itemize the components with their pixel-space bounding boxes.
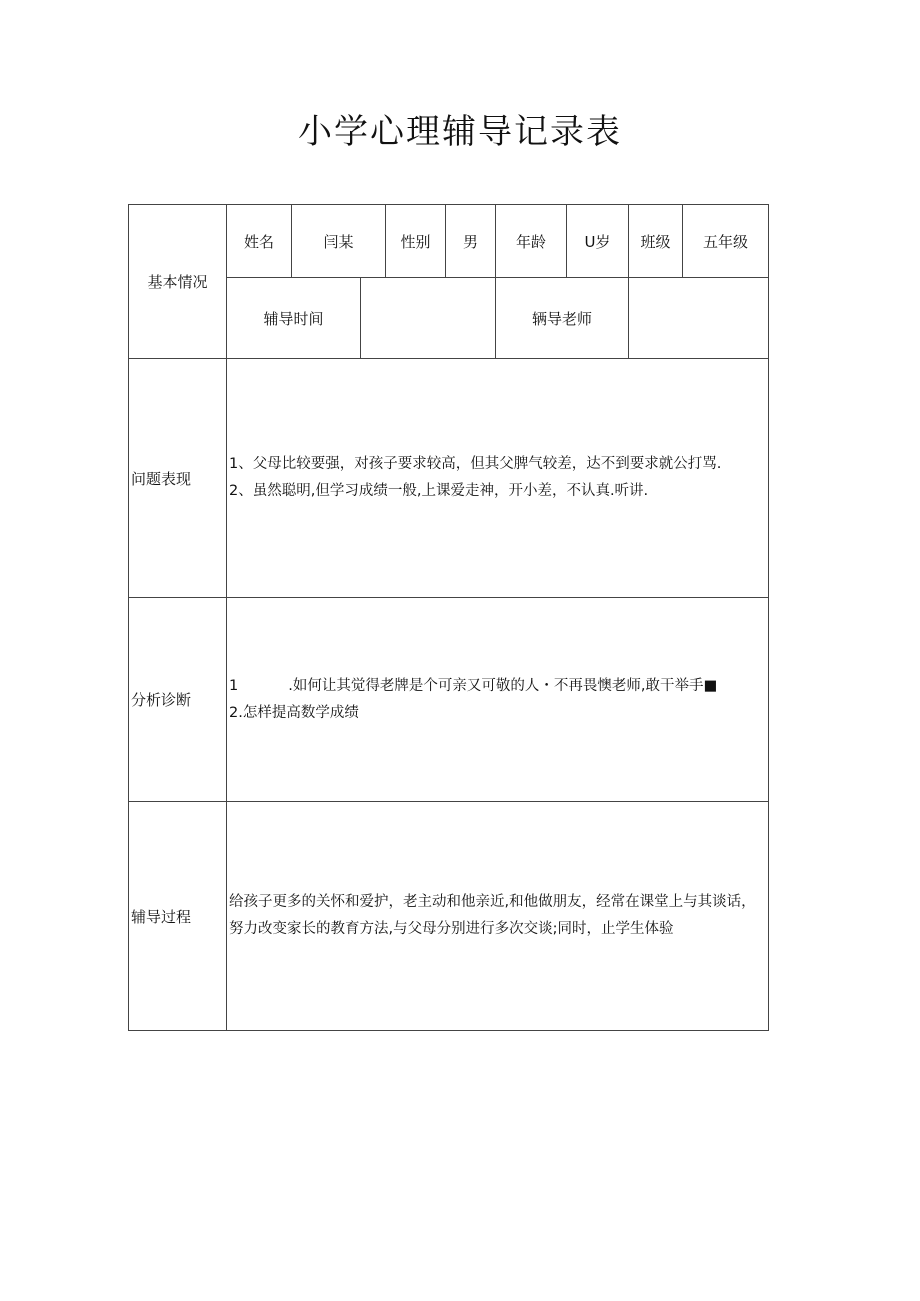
class-label: 班级 — [640, 232, 671, 251]
process-line-2: 努力改变家长的教育方法,与父母分别进行多次交谈;同时，止学生体验 — [229, 921, 674, 937]
analysis-line-1 — [229, 673, 717, 700]
basic-section-label-text: 基本情况 — [147, 273, 208, 291]
process-lines — [229, 889, 756, 943]
problem-line-1: 1、父母比较要强，对孩子要求较高，但其父脾气较差，达不到要求就公打骂. — [229, 456, 722, 472]
problem-label-cell — [128, 358, 227, 598]
gender-label: 性别 — [400, 232, 431, 251]
problem-content-cell[interactable] — [226, 358, 769, 598]
time-label-cell — [226, 277, 361, 359]
process-content-cell[interactable] — [226, 801, 769, 1031]
age-value-cell[interactable] — [566, 204, 629, 278]
problem-label: 问题表现 — [131, 469, 192, 488]
page-title: 小学心理辅导记录表 — [298, 112, 622, 152]
name-label: 姓名 — [243, 232, 274, 251]
class-label-cell — [628, 204, 683, 278]
age-label-cell — [495, 204, 567, 278]
teacher-label: 辆导老师 — [531, 309, 592, 328]
age-value: U岁 — [584, 232, 611, 251]
process-label: 辅导过程 — [131, 907, 192, 926]
teacher-label-cell — [495, 277, 629, 359]
analysis-label: 分析诊断 — [131, 691, 192, 709]
time-label: 辅导时间 — [263, 309, 324, 328]
time-value-cell[interactable] — [360, 277, 496, 359]
class-value-cell[interactable] — [682, 204, 769, 278]
analysis-content-cell[interactable] — [226, 597, 769, 802]
analysis-label-cell — [128, 597, 227, 802]
class-value: 五年级 — [702, 232, 748, 251]
teacher-value-cell[interactable] — [628, 277, 769, 359]
problem-line-2: 2、虽然聪明,但学习成绩一般,上课爱走神，开小差，不认真.听讲. — [229, 483, 649, 499]
analysis-line-1-text: .如何让其觉得老牌是个可亲又可敬的人・不再畏懊老师,敢干举手■ — [288, 677, 718, 694]
analysis-lines — [229, 673, 717, 727]
analysis-line-2: 2.怎样提高数学成绩 — [229, 704, 359, 721]
gender-value: 男 — [462, 232, 478, 251]
age-label: 年龄 — [515, 232, 546, 251]
name-label-cell — [226, 204, 292, 278]
analysis-line-1-number: 1 — [229, 677, 239, 694]
name-value-cell[interactable] — [291, 204, 386, 278]
name-value: 闫某 — [323, 232, 354, 251]
problem-lines — [229, 451, 721, 505]
basic-section-label — [128, 204, 227, 359]
process-label-cell — [128, 801, 227, 1031]
process-line-1: 给孩子更多的关怀和爱护，老主动和他亲近,和他做朋友，经常在课堂上与其谈话， — [229, 894, 756, 910]
gender-value-cell[interactable] — [445, 204, 496, 278]
gender-label-cell — [385, 204, 446, 278]
